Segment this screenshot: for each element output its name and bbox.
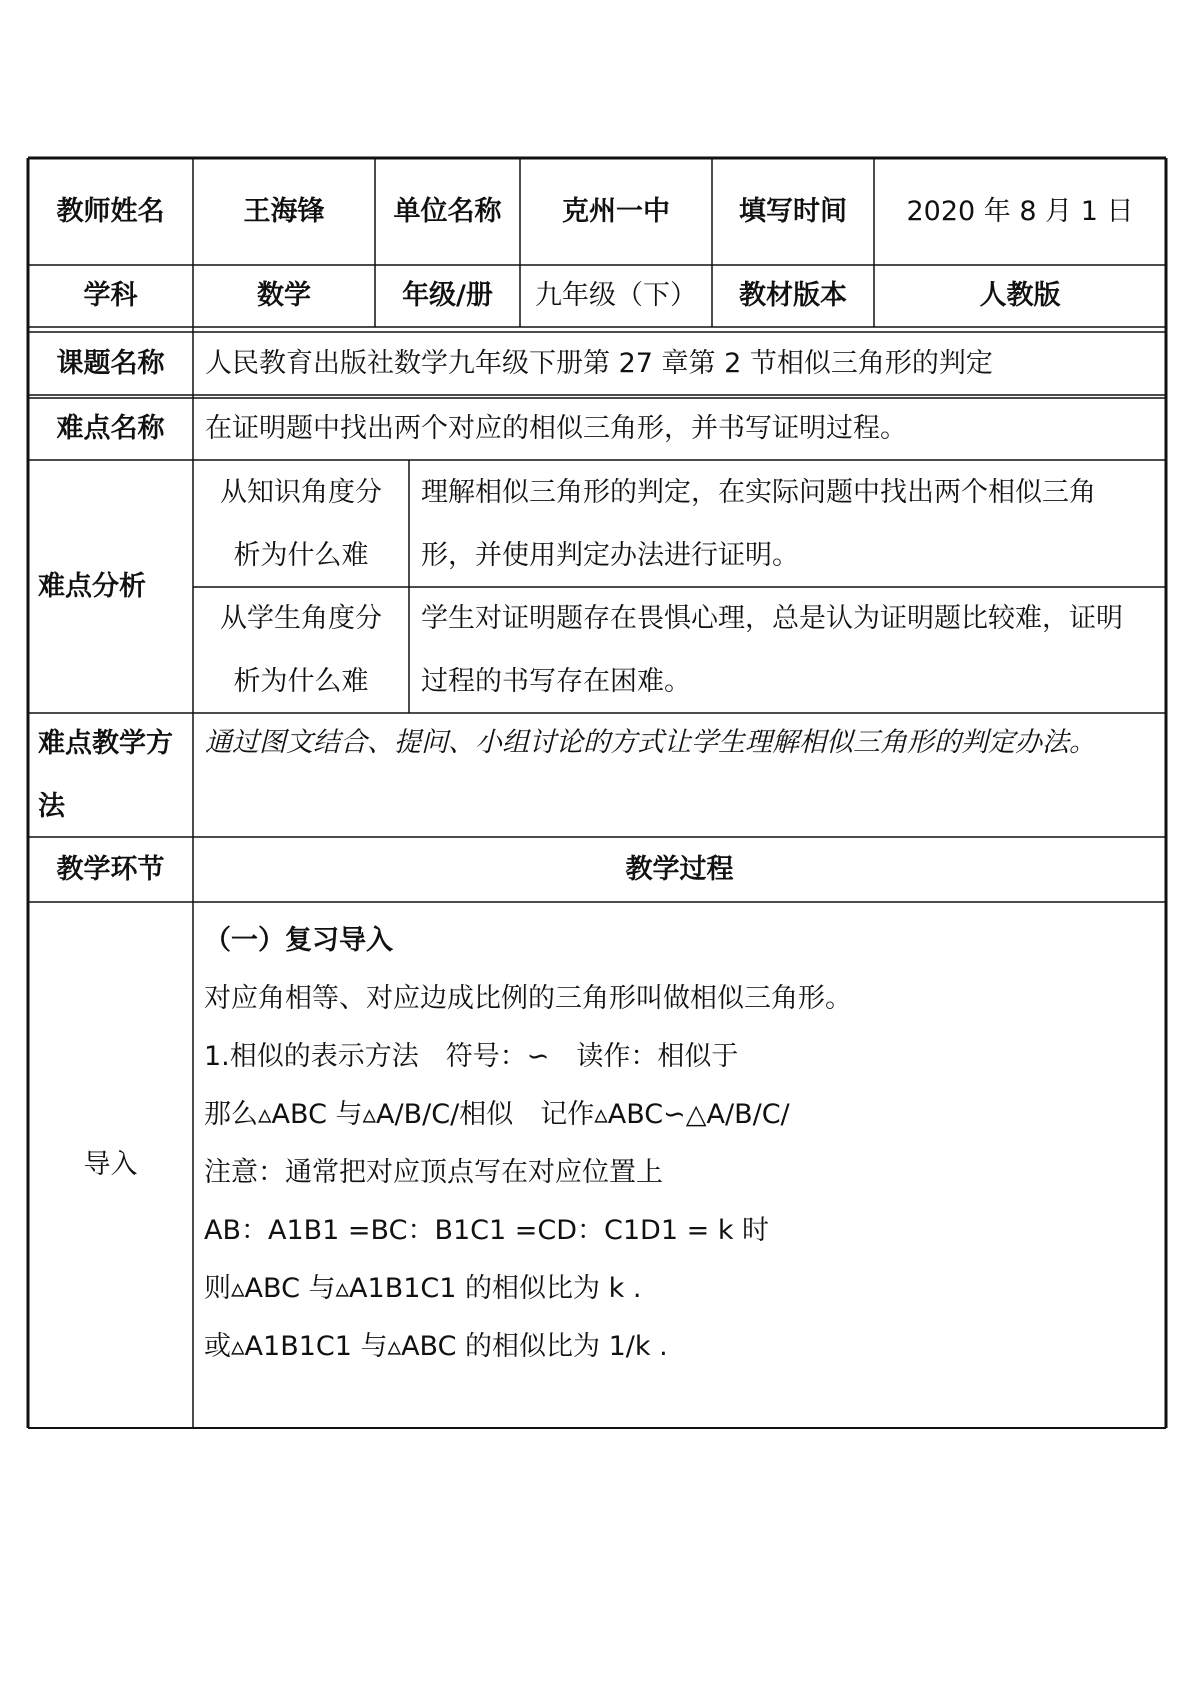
grade-value: 九年级（下） <box>535 280 697 312</box>
student-angle-text <box>409 587 1166 713</box>
method-label-line2: 法 <box>38 791 65 822</box>
intro-line-1: 对应角相等、对应边成比例的三角形叫做相似三角形。 <box>204 983 852 1014</box>
knowledge-angle-text-line1: 理解相似三角形的判定，在实际问题中找出两个相似三角 <box>421 476 1096 508</box>
knowledge-angle-text <box>409 460 1166 587</box>
intro-line-2: 1.相似的表示方法 符号：∽ 读作：相似于 <box>204 1041 739 1072</box>
difficulty-value: 在证明题中找出两个对应的相似三角形，并书写证明过程。 <box>205 413 907 445</box>
edition-label: 教材版本 <box>739 280 847 312</box>
intro-content <box>204 912 1154 1376</box>
intro-line-7: 或▵A1B1C1 与▵ABC 的相似比为 1/k . <box>204 1331 668 1362</box>
intro-line-6: 则▵ABC 与▵A1B1C1 的相似比为 k . <box>204 1273 642 1304</box>
difficulty-label: 难点名称 <box>56 413 165 445</box>
knowledge-angle-text-line2: 形，并使用判定办法进行证明。 <box>421 539 799 571</box>
student-angle-label-line1: 从学生角度分 <box>220 603 382 634</box>
method-value: 通过图文结合、提问、小组讨论的方式让学生理解相似三角形的判定办法。 <box>205 727 1096 758</box>
unit-name-value: 克州一中 <box>562 195 670 227</box>
knowledge-angle-label-line2: 析为什么难 <box>233 539 369 571</box>
intro-line-3: 那么▵ABC 与▵A/B/C/相似 记作▵ABC∽△A/B/C/ <box>204 1099 790 1130</box>
analysis-label: 难点分析 <box>38 570 146 602</box>
student-angle-text-line1: 学生对证明题存在畏惧心理，总是认为证明题比较难，证明 <box>421 603 1123 634</box>
grade-label: 年级/册 <box>402 280 493 312</box>
fill-date-label: 填写时间 <box>739 195 847 227</box>
student-angle-label-line2: 析为什么难 <box>233 666 369 697</box>
method-label-line1: 难点教学方 <box>38 728 173 759</box>
intro-line-5: AB：A1B1 =BC：B1C1 =CD：C1D1 = k 时 <box>204 1215 770 1246</box>
process-header: 教学过程 <box>625 853 734 885</box>
method-label <box>28 713 193 837</box>
subject-value: 数学 <box>257 280 311 312</box>
teacher-name-label: 教师姓名 <box>56 195 165 227</box>
intro-heading: （一）复习导入 <box>204 925 393 956</box>
teacher-name-value: 王海锋 <box>243 195 325 227</box>
subject-label: 学科 <box>83 280 138 312</box>
intro-line-4: 注意：通常把对应顶点写在对应位置上 <box>204 1157 663 1188</box>
topic-value: 人民教育出版社数学九年级下册第 27 章第 2 节相似三角形的判定 <box>205 347 993 379</box>
stage-header: 教学环节 <box>56 853 165 885</box>
unit-name-label: 单位名称 <box>393 195 502 227</box>
edition-value: 人教版 <box>979 280 1061 312</box>
knowledge-angle-label <box>193 460 409 587</box>
student-angle-label <box>193 587 409 713</box>
knowledge-angle-label-line1: 从知识角度分 <box>220 476 382 508</box>
topic-label: 课题名称 <box>56 347 165 379</box>
intro-stage: 导入 <box>83 1149 138 1181</box>
student-angle-text-line2: 过程的书写存在困难。 <box>421 666 691 697</box>
fill-date-value: 2020 年 8 月 1 日 <box>906 195 1134 227</box>
